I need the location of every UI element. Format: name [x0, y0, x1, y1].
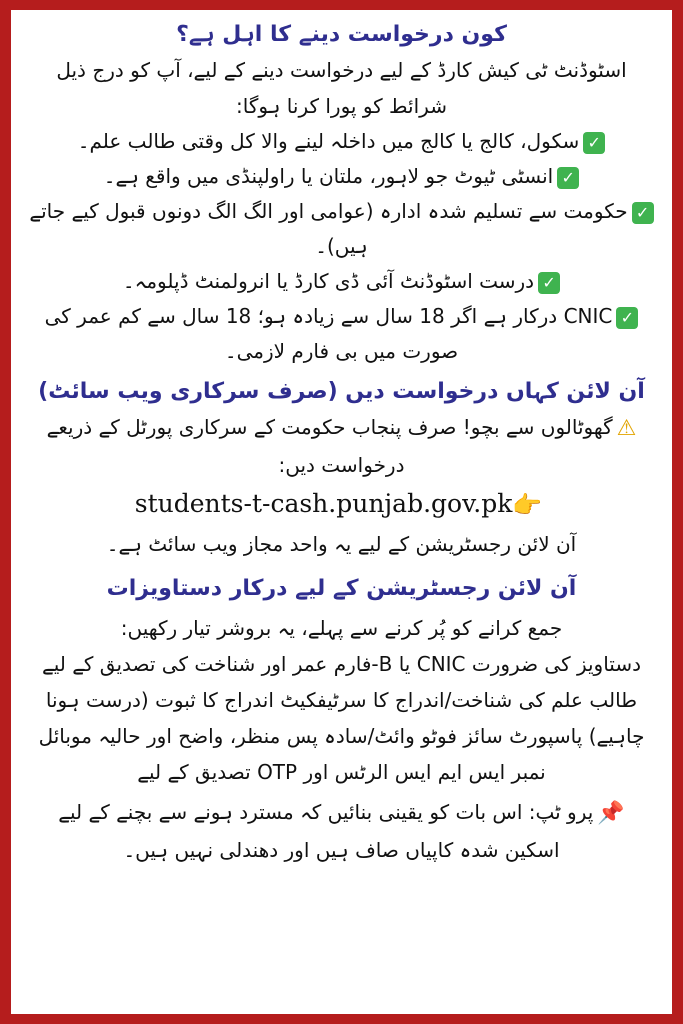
eligibility-item-text: سکول، کالج یا کالج میں داخلہ لینے والا کل وقتی طالب علم۔ — [77, 129, 580, 153]
documents-list: دستاویز کی ضرورت CNIC یا B-فارم عمر اور شناخت کی تصدیق کے لیے طالب علم کی شناخت/اندراج کا سرٹیفکیٹ اندراج کا ثبوت (درست ہونا چاہیے) پاسپورٹ سائز فوٹو وائٹ/سادہ پس منظر، واضح اور حالیہ موبائل نمبر ایس ایم ایس الرٹس اور OTP تصدیق کے لیے — [38, 652, 645, 784]
eligibility-intro: اسٹوڈنٹ ٹی کیش کارڈ کے لیے درخواست دینے کے لیے، آپ کو درج ذیل شرائط کو پورا کرنا ہوگا: — [56, 58, 627, 118]
article-card — [11, 10, 672, 1014]
scam-warning — [29, 409, 654, 483]
pointing-hand-icon: 👉 — [512, 491, 543, 519]
eligibility-item — [29, 299, 654, 369]
eligibility-item — [29, 159, 654, 194]
eligibility-item-text: حکومت سے تسلیم شدہ ادارہ (عوامی اور الگ الگ دونوں قبول کیے جاتے ہیں)۔ — [29, 199, 628, 258]
eligibility-item — [29, 264, 654, 299]
documents-intro: جمع کرانے کو پُر کرنے سے پہلے، یہ بروشر تیار رکھیں: — [120, 616, 563, 640]
check-icon: ✓ — [616, 307, 638, 329]
pro-tip-text: پرو ٹپ: اس بات کو یقینی بنائیں کہ مسترد ہونے سے بچنے کے لیے اسکین شدہ کاپیاں صاف ہیں اور دھندلی نہیں ہیں۔ — [58, 800, 594, 862]
scam-warning-text: گھوٹالوں سے بچو! صرف پنجاب حکومت کے سرکاری پورٹل کے ذریعے درخواست دیں: — [46, 415, 613, 477]
eligibility-heading: کون درخواست دینے کا اہل ہے؟ — [176, 22, 507, 47]
documents-heading: آن لائن رجسٹریشن کے لیے درکار دستاویزات — [106, 576, 577, 601]
check-icon: ✓ — [632, 202, 654, 224]
check-icon: ✓ — [538, 272, 560, 294]
official-website-url[interactable]: students-t-cash.punjab.gov.pk — [134, 488, 513, 518]
official-website-link[interactable] — [29, 483, 654, 527]
apply-online-heading: آن لائن کہاں درخواست دیں (صرف سرکاری ویب سائٹ) — [38, 379, 645, 404]
eligibility-item — [29, 124, 654, 159]
eligibility-item-text: انسٹی ٹیوٹ جو لاہور، ملتان یا راولپنڈی میں واقع ہے۔ — [103, 164, 554, 188]
pushpin-icon: 📌 — [597, 800, 625, 826]
check-icon: ✓ — [557, 167, 579, 189]
eligibility-item-text: CNIC درکار ہے اگر 18 سال سے زیادہ ہو؛ 18 سال سے کم عمر کی صورت میں بی فارم لازمی۔ — [44, 304, 613, 363]
pro-tip — [29, 794, 654, 868]
eligibility-item-text: درست اسٹوڈنٹ آئی ڈی کارڈ یا انرولمنٹ ڈپلومہ۔ — [122, 269, 535, 293]
warning-icon: ⚠ — [616, 415, 637, 441]
check-icon: ✓ — [583, 132, 605, 154]
official-website-note: آن لائن رجسٹریشن کے لیے یہ واحد مجاز ویب سائٹ ہے۔ — [106, 532, 577, 556]
eligibility-item — [29, 194, 654, 264]
